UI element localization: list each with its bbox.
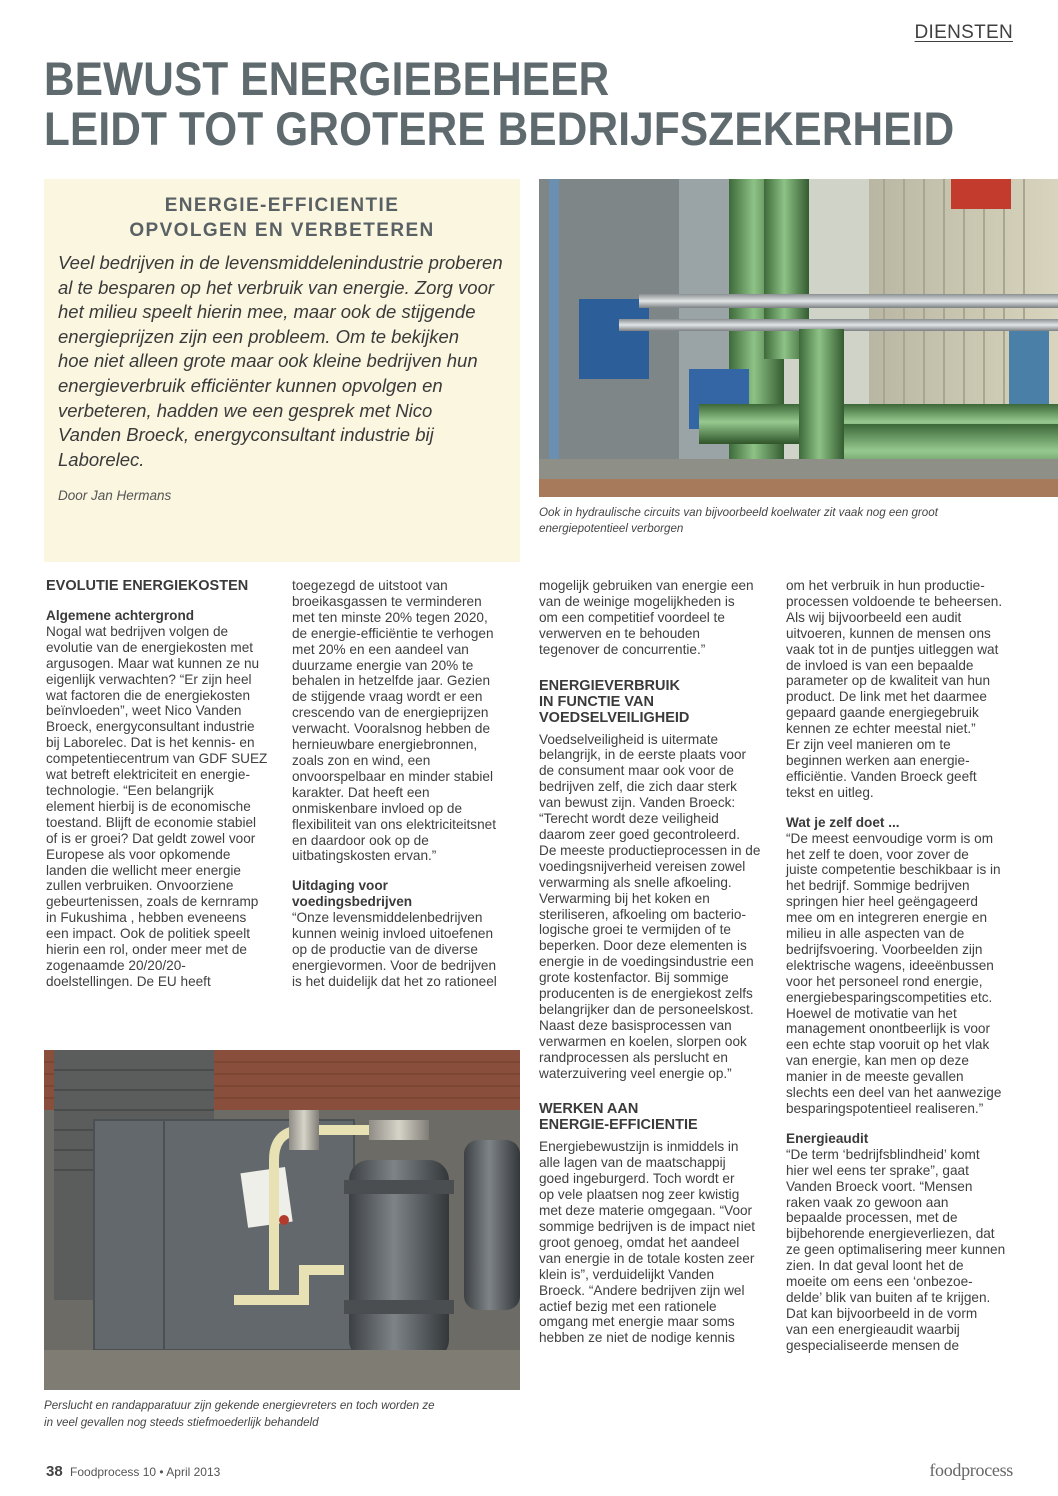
text-line: of is er groei? Dat geldt zowel voor [46,830,256,846]
text-line: De meeste productieprocessen in de [539,842,761,858]
caption-bottom [44,1397,520,1431]
subheading-wat-je-zelf-doet: Wat je zelf doet ... [786,814,900,830]
text-line: uitvoeren, kunnen de mensen ons [786,625,991,641]
text-line: zullen verbruiken. Onvoorziene [46,878,234,894]
text-line: ze geen optimalisering meer kunnen [786,1242,1006,1258]
column-3 [539,578,767,1346]
column-3-text-a [539,578,767,658]
column-3-text-b [539,732,767,1082]
text-line: op de productie van de diverse [292,941,478,957]
text-line: “Terecht wordt deze veiligheid [539,811,719,827]
text-line: waterzuivering veel energie op.” [539,1065,732,1081]
text-line: verwerven en te behouden [539,625,700,641]
text-line: goed ingeburgerd. Toch wordt er [539,1171,735,1187]
text-line: daarom zeer goed gecontroleerd. [539,826,741,842]
text-line: Verwarming bij het koken en [539,890,710,906]
text-line: verwarmen en koelen, slorpen ook [539,1033,747,1049]
intro-text [58,251,506,472]
text-line: omgang met energie maar soms [539,1314,735,1330]
text-line: producenten is de energiekost zelfs [539,986,753,1002]
column-4-text-b [786,831,1014,1117]
text-line: milieu in alle aspecten van de [786,926,965,942]
text-line: met 20% en een aandeel van [292,641,469,657]
text-line: zien. In dat geval loont het de [786,1258,964,1274]
text-line: van energie in de totale kosten zeer [539,1250,755,1266]
caption-bottom-line-2: in veel gevallen nog steeds stiefmoederlijk behandeld [44,1416,319,1429]
text-line: technologie. “Een belangrijk [46,782,214,798]
text-line: energiebesparingscompetities etc. [786,989,993,1005]
text-line: wat betreft elektriciteit en energie- [46,767,251,783]
caption-bottom-line-1: Perslucht en randapparatuur zijn gekende energievreters en toch worden ze [44,1399,435,1412]
text-line: verbeteren, hadden we een gesprek met Nico [58,399,433,421]
text-line: verwarming als snelle afkoeling. [539,874,732,890]
text-line: een echte stap vooruit op het vlak [786,1037,990,1053]
text-line: doelstellingen. De EU heeft [46,973,211,989]
intro-heading [58,193,506,243]
intro-heading-line-1: ENERGIE-EFFICIENTIE [164,195,400,216]
text-line: bijbehorende energieverliezen, dat [786,1226,995,1242]
text-line: klein is”, verduidelijkt Vanden [539,1266,715,1282]
text-line: om een competitief voordeel te [539,609,725,625]
text-line: delde’ blik van buiten af te krijgen. [786,1289,991,1305]
byline: Door Jan Hermans [58,488,172,504]
text-line: van energie, kan men op deze [786,1053,969,1069]
text-line: mee om en integreren energie en [786,910,988,926]
text-line: mogelijk gebruiken van energie een [539,578,754,593]
section-heading-voedselveiligheid-line-1: ENERGIEVERBRUIK [539,677,680,694]
text-line: actief bezig met een rationele [539,1298,717,1314]
section-heading-voedselveiligheid [539,678,767,726]
text-line: behalen in hetzelfde jaar. Gezien [292,673,491,689]
text-line: argusogen. Maar wat kunnen ze nu [46,655,260,671]
text-line: onmiskenbare invloed op de [292,800,463,816]
text-line: duurzame energie van 20% te [292,657,474,673]
text-line: “De term ‘bedrijfsblindheid’ komt [786,1146,980,1162]
text-line: van de weinige mogelijkheden is [539,593,735,609]
text-line: is het duidelijk dat het zo rationeel [292,973,497,989]
column-2 [292,578,520,990]
headline-line-1: BEWUST ENERGIEBEHEER [44,52,610,105]
brand-logo: foodprocess [929,1460,1013,1480]
text-line: logische groei te vermijden of te [539,922,731,938]
text-line: met deze materie omgegaan. “Voor [539,1203,753,1219]
text-line: Vanden Broeck voort. “Mensen [786,1178,973,1194]
text-line: gepaard gaande energiegebruik [786,705,979,721]
text-line: zoals zon en wind, een [292,752,431,768]
section-tag: DIENSTEN [914,22,1013,43]
text-line: met ten minste 20% tegen 2020, [292,609,488,625]
text-line: Europese als voor opkomende [46,846,231,862]
text-line: hoe niet alleen grote maar ook kleine bedrijven hun [58,350,478,372]
text-line: springen hier heel geëngageerd [786,894,978,910]
headline [44,52,955,155]
text-line: hebben ze niet de nodige kennis [539,1330,735,1346]
text-line: de energie-efficiëntie te verhogen [292,625,494,641]
column-4 [786,578,1014,1354]
text-line: vaak tot in de puntjes uitleggen wat [786,641,999,657]
text-line: randprocessen als perslucht en [539,1049,728,1065]
text-line: belangrijker dan de personeelskost. [539,1001,754,1017]
text-line: toegezegd de uitstoot van [292,578,448,593]
text-line: element hierbij is de economische [46,798,251,814]
text-line: bedrijven zelf, die zich daar sterk [539,779,737,795]
text-line: Veel bedrijven in de levensmiddelenindustrie proberen [58,252,503,273]
text-line: besparingspotentieel realiseren.” [786,1101,984,1116]
text-line: groot genoeg, omdat het aandeel [539,1234,740,1250]
text-line: alle lagen van de maatschappij [539,1155,726,1171]
text-line: om het verbruik in hun productie- [786,578,985,593]
text-line: bij Laborelec. Dat is het kennis- en [46,735,255,751]
text-line: bepaalde processen, met de [786,1210,958,1226]
text-line: beperken. Door deze elementen is [539,938,747,954]
column-3-text-c [539,1139,767,1346]
section-heading-voedselveiligheid-line-2: IN FUNCTIE VAN [539,693,654,710]
text-line: Dat kan bijvoorbeeld in de vorm [786,1305,978,1321]
issue-info: Foodprocess 10 • April 2013 [70,1465,221,1479]
text-line: uitbatingskosten ervan.” [292,848,437,864]
text-line: “Onze levensmiddelenbedrijven [292,910,483,926]
text-line: sommige bedrijven is de impact niet [539,1219,756,1234]
text-line: tegenover de concurrentie.” [539,641,706,657]
text-line: beïnvloeden”, weet Nico Vanden [46,703,242,719]
column-4-text-a [786,578,1014,801]
headline-line-2: LEIDT TOT GROTERE BEDRIJFSZEKERHEID [44,102,955,155]
text-line: landen die wellicht meer energie [46,862,241,878]
text-line: Voedselveiligheid is uitermate [539,731,719,747]
column-4-text-c [786,1147,1014,1354]
text-line: kennen ze echter meestal niet.” [786,721,976,737]
text-line: moeite om eens een ‘onbezoe- [786,1274,973,1290]
text-line: een impact. Ook de politiek speelt [46,926,251,942]
text-line: Broeck, energyconsultant industrie [46,719,255,735]
subheading-uitdaging [292,878,520,910]
text-line: beginnen werken aan energie- [786,752,970,768]
text-line: belangrijk, in de eerste plaats voor [539,747,747,763]
text-line: processen voldoende te beheersen. [786,593,1003,609]
text-line: broeikasgassen te verminderen [292,593,482,609]
text-line: de invloed is van een bepaalde [786,657,974,673]
text-line: toestand. Blijft de economie stabiel [46,814,257,830]
text-line: Vanden Broeck, energyconsultant industrie bij [58,424,434,446]
page-number: 38 [46,1463,63,1480]
page-footer [46,1463,220,1480]
text-line: op vele plaatsen nog zeer kwistig [539,1187,740,1203]
text-line: grote kostenfactor. Bij sommige [539,970,729,986]
text-line: het milieu speelt hierin mee, maar ook de stijgende [58,301,476,323]
compressor-photo [44,1050,520,1390]
text-line: gebeurtenissen, zoals de kernramp [46,894,259,910]
text-line: en daardoor ook op de [292,832,429,848]
text-line: hier wel eens ter sprake”, gaat [786,1162,969,1178]
text-line: slechts een deel van het aanwezige [786,1085,1002,1101]
text-line: Laborelec. [58,448,145,470]
text-line: Naast deze basisprocessen van [539,1017,732,1033]
text-line: bedrijfsvoering. Voorbeelden zijn [786,941,983,957]
text-line: voedingsnijverheid vereisen zowel [539,858,746,874]
text-line: management onontbeerlijk is voor [786,1021,991,1037]
text-line: Nogal wat bedrijven volgen de [46,623,229,639]
text-line: energievormen. Voor de bedrijven [292,957,497,973]
text-line: de consument maar ook voor de [539,763,734,779]
section-heading-evolutie: EVOLUTIE ENERGIEKOSTEN [46,578,249,594]
text-line: “De meest eenvoudige vorm is om [786,830,994,846]
intro-heading-line-2: OPVOLGEN EN VERBETEREN [129,220,435,241]
text-line: competentiecentrum van GDF SUEZ [46,751,268,767]
text-line: in Fukushima , hebben eveneens [46,910,247,926]
text-line: crescendo van de energieprijzen [292,705,489,721]
text-line: de stijgende vraag wordt er een [292,689,483,705]
text-line: hernieuwbare energiebronnen, [292,737,478,753]
text-line: voor het personeel rond energie, [786,973,983,989]
text-line: raken vaak zo gewoon aan [786,1194,949,1210]
text-line: Hoewel de motivatie van het [786,1005,957,1021]
caption-top-line-1: Ook in hydraulische circuits van bijvoorbeeld koelwater zit vaak nog een groot [539,506,938,519]
text-line: elektrische wagens, ideeënbussen [786,957,994,973]
text-line: manier in de meeste gevallen [786,1069,964,1085]
text-line: tekst en uitleg. [786,784,874,800]
text-line: energieverbruik efficiënter kunnen opvolgen en [58,374,443,396]
column-2-text-a [292,578,520,864]
caption-top-line-2: energiepotentieel verborgen [539,522,684,535]
text-line: wat factoren die de energiekosten [46,687,251,703]
text-line: al te besparen op het verbruik van energie. Zorg voor [58,276,495,298]
text-line: zogenaamde 20/20/20- [46,957,186,973]
text-line: hierin een rol, onder meer met de [46,942,247,958]
text-line: kunnen weinig invloed uitoefenen [292,926,494,942]
text-line: product. De link met het daarmee [786,689,987,705]
text-line: flexibiliteit van ons elektriciteitsnet [292,816,496,832]
text-line: gespecialiseerde mensen de [786,1337,960,1353]
text-line: Er zijn veel manieren om te [786,737,951,753]
subheading-uitdaging-line-2: voedingsbedrijven [292,894,413,910]
column-1 [46,578,274,990]
text-line: efficiëntie. Vanden Broeck geeft [786,768,977,784]
text-line: van bewust zijn. Vanden Broeck: [539,795,736,811]
subheading-algemene-achtergrond: Algemene achtergrond [46,608,195,623]
text-line: karakter. Dat heeft een [292,784,430,800]
text-line: het bedrijf. Sommige bedrijven [786,878,970,894]
text-line: steriliseren, afkoeling om bacterio- [539,906,747,922]
text-line: onvoorspelbaar en minder stabiel [292,768,494,784]
text-line: energieprijzen zijn een probleem. Om te bekijken [58,325,460,347]
text-line: Energiebewustzijn is inmiddels in [539,1139,739,1155]
text-line: Als wij bijvoorbeeld een audit [786,609,962,625]
text-line: energie in de voedingsindustrie een [539,954,754,970]
column-2-text-b [292,910,520,990]
text-line: evolutie van de energiekosten met [46,639,254,655]
piping-photo [539,179,1058,497]
section-heading-werken-aan-line-1: WERKEN AAN [539,1101,639,1118]
text-line: eigenlijk verwachten? “Er zijn heel [46,671,252,687]
text-line: juiste competentie beschikbaar is in [786,862,1001,878]
text-line: parameter op de kwaliteit van hun [786,673,991,689]
text-line: Broeck. “Andere bedrijven zijn wel [539,1282,745,1298]
text-line: verwacht. Vooralsnog hebben de [292,721,491,737]
text-line: het zelf te doen, voor zover de [786,846,969,862]
subheading-energieaudit: Energieaudit [786,1130,869,1146]
text-line: van een energieaudit waarbij [786,1321,960,1337]
section-heading-werken-aan [539,1101,767,1133]
caption-top [539,505,1019,537]
subheading-uitdaging-line-1: Uitdaging voor [292,878,388,894]
section-heading-voedselveiligheid-line-3: VOEDSELVEILIGHEID [539,709,690,726]
column-1-text [46,624,274,990]
section-heading-werken-aan-line-2: ENERGIE-EFFICIENTIE [539,1117,698,1134]
intro-box [44,179,520,562]
